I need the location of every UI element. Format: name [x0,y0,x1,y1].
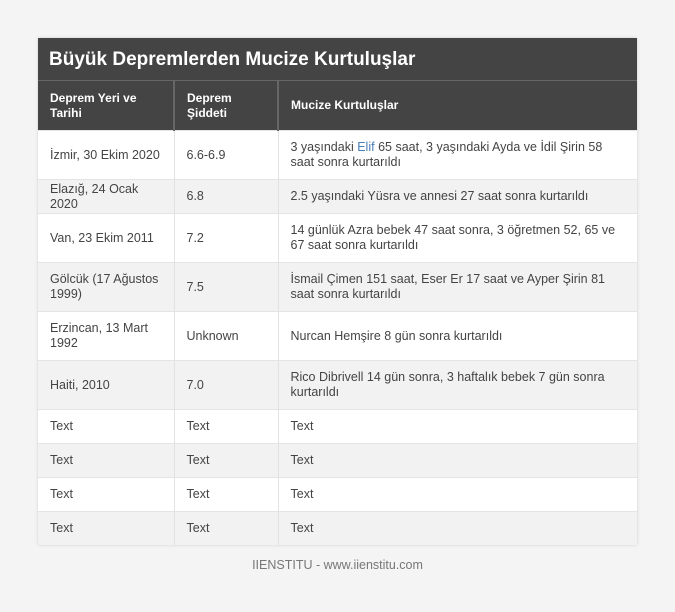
cell-place: Gölcük (17 Ağustos 1999) [38,263,174,312]
header-magnitude: Deprem Şiddeti [174,81,278,131]
table-row [38,361,637,410]
cell-place: Text [38,512,174,546]
footer-credit: IIENSTITU - www.iienstitu.com [252,558,423,572]
table-row [38,263,637,312]
earthquake-table-card [38,38,637,545]
cell-place: Text [38,478,174,512]
cell-rescue: Nurcan Hemşire 8 gün sonra kurtarıldı [278,312,637,361]
cell-place: Text [38,444,174,478]
name-link[interactable]: Elif [357,140,375,154]
table-row [38,131,637,180]
table-row [38,410,637,444]
cell-place: Van, 23 Ekim 2011 [38,214,174,263]
cell-rescue [278,131,637,180]
table-row [38,312,637,361]
cell-magnitude: 6.6-6.9 [174,131,278,180]
cell-rescue: Text [278,478,637,512]
cell-rescue: Text [278,410,637,444]
table-row [38,512,637,546]
cell-rescue: İsmail Çimen 151 saat, Eser Er 17 saat ve Ayper Şirin 81 saat sonra kurtarıldı [278,263,637,312]
cell-magnitude: Text [174,410,278,444]
cell-rescue: Rico Dibrivell 14 gün sonra, 3 haftalık bebek 7 gün sonra kurtarıldı [278,361,637,410]
cell-place: Haiti, 2010 [38,361,174,410]
table-row [38,180,637,214]
cell-rescue: 2.5 yaşındaki Yüsra ve annesi 27 saat sonra kurtarıldı [278,180,637,214]
header-place: Deprem Yeri ve Tarihi [38,81,174,131]
cell-rescue: 14 günlük Azra bebek 47 saat sonra, 3 öğretmen 52, 65 ve 67 saat sonra kurtarıldı [278,214,637,263]
table-row [38,214,637,263]
cell-magnitude: 7.2 [174,214,278,263]
cell-magnitude: 6.8 [174,180,278,214]
cell-place: Erzincan, 13 Mart 1992 [38,312,174,361]
rescue-text: 65 saat, 3 yaşındaki Ayda ve İdil Şirin 58 saat sonra kurtarıldı [290,140,603,169]
cell-magnitude: 7.5 [174,263,278,312]
cell-magnitude: Text [174,444,278,478]
cell-place: Elazığ, 24 Ocak 2020 [38,180,174,214]
table-title: Büyük Depremlerden Mucize Kurtuluşlar [38,38,637,81]
cell-magnitude: Text [174,512,278,546]
cell-rescue: Text [278,512,637,546]
header-rescues: Mucize Kurtuluşlar [278,81,637,131]
table-row [38,478,637,512]
cell-rescue: Text [278,444,637,478]
rescue-text: 3 yaşındaki [290,140,358,154]
cell-magnitude: Unknown [174,312,278,361]
cell-place: İzmir, 30 Ekim 2020 [38,131,174,180]
cell-magnitude: Text [174,478,278,512]
table-row [38,444,637,478]
cell-place: Text [38,410,174,444]
earthquake-table [38,81,637,545]
cell-magnitude: 7.0 [174,361,278,410]
